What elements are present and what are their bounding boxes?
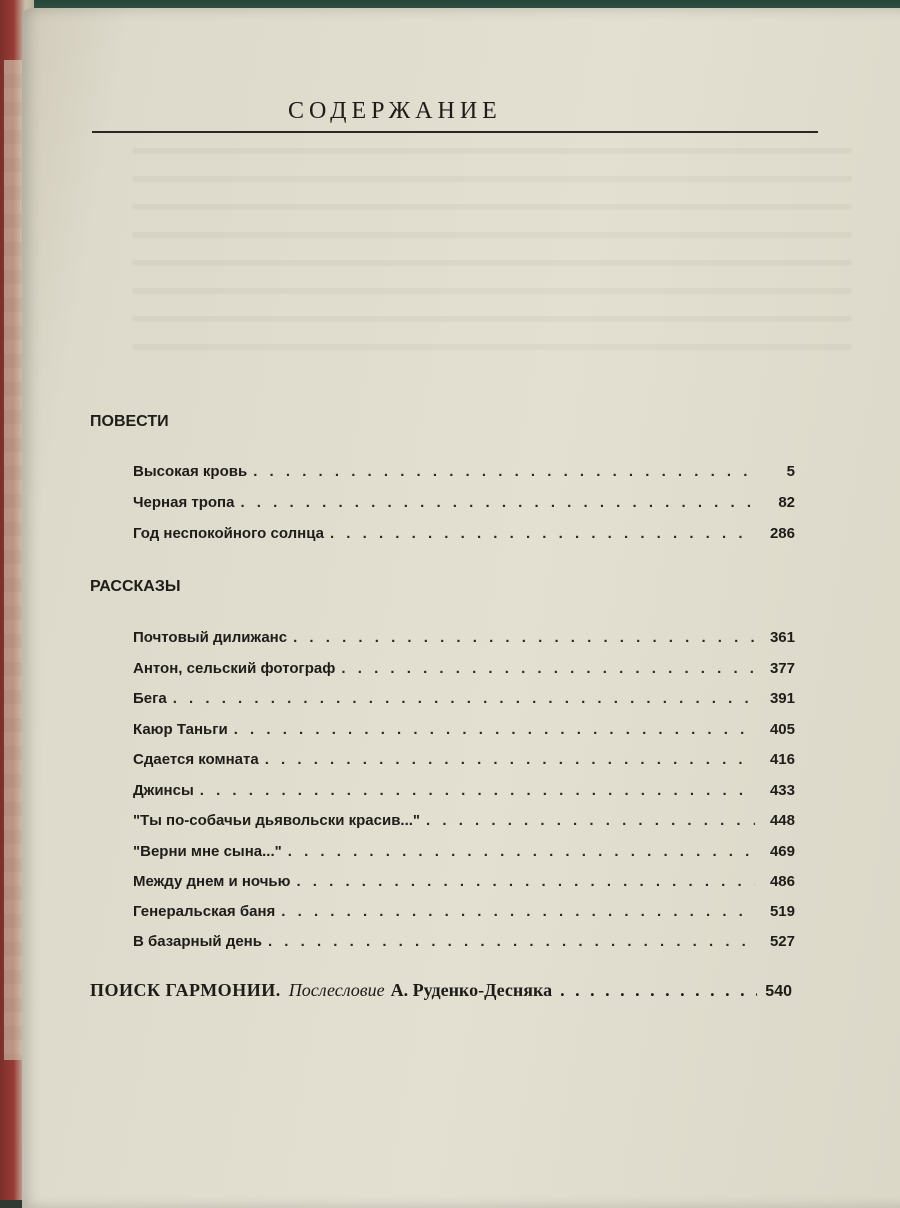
toc-entry — [133, 782, 795, 806]
toc-entry-page: 416 — [769, 751, 795, 768]
toc-entry-page: 469 — [769, 843, 795, 860]
dot-leader — [200, 782, 755, 799]
toc-entry-title: Джинсы — [133, 782, 194, 799]
toc-entry-title: Год неспокойного солнца — [133, 525, 324, 542]
afterword-page: 540 — [765, 983, 792, 1000]
toc-entry — [133, 690, 795, 714]
dot-leader — [296, 873, 755, 890]
bleed-through-line — [132, 288, 852, 294]
toc-entry-title: Высокая кровь — [133, 463, 248, 480]
toc-entry-page: 448 — [769, 812, 795, 829]
toc-entry — [133, 525, 795, 549]
toc-entry-title: В базарный день — [133, 933, 262, 950]
dot-leader — [288, 843, 755, 860]
toc-entry-page: 519 — [769, 903, 795, 920]
section-heading-povesti: ПОВЕСТИ — [90, 413, 169, 430]
bleed-through-line — [132, 148, 852, 154]
toc-entry-title: Между днем и ночью — [133, 873, 291, 890]
toc-entry-title: Почтовый дилижанс — [133, 629, 288, 646]
toc-entry-page: 486 — [769, 873, 795, 890]
dot-leader — [330, 525, 755, 542]
toc-entry-title: Черная тропа — [133, 494, 235, 511]
dot-leader — [173, 690, 755, 707]
toc-entry-page: 391 — [769, 690, 795, 707]
dot-leader — [265, 751, 755, 768]
toc-entry — [133, 843, 795, 867]
toc-entry — [133, 660, 795, 684]
bleed-through-line — [132, 232, 852, 238]
toc-entry — [133, 812, 795, 836]
page-title: СОДЕРЖАНИЕ — [288, 98, 502, 124]
dot-leader — [341, 660, 755, 677]
toc-entry-page: 377 — [769, 660, 795, 677]
bleed-through-line — [132, 204, 852, 210]
dot-leader — [268, 933, 755, 950]
toc-afterword — [90, 980, 792, 1006]
title-rule — [92, 131, 818, 133]
afterword-note: Послесловие — [288, 980, 385, 1000]
toc-entry — [133, 494, 795, 518]
toc-entry — [133, 721, 795, 745]
bleed-through-line — [132, 176, 852, 182]
toc-entry-page: 361 — [769, 629, 795, 646]
afterword-title: ПОИСК ГАРМОНИИ. — [90, 980, 281, 1000]
dot-leader — [234, 721, 755, 738]
toc-entry-page: 286 — [769, 525, 795, 542]
toc-entry-title: Сдается комната — [133, 751, 259, 768]
bleed-through-line — [132, 316, 852, 322]
toc-entry — [133, 933, 795, 957]
toc-entry-page: 433 — [769, 782, 795, 799]
dot-leader — [426, 812, 755, 829]
book-page — [22, 8, 900, 1208]
toc-entry — [133, 629, 795, 653]
dot-leader — [240, 494, 755, 511]
dot-leader — [560, 980, 757, 1001]
bleed-through-line — [132, 344, 852, 350]
toc-entry-page: 405 — [769, 721, 795, 738]
toc-entry — [133, 903, 795, 927]
toc-entry — [133, 873, 795, 897]
dot-leader — [253, 463, 755, 480]
toc-entry — [133, 463, 795, 487]
toc-entry-title: Бега — [133, 690, 167, 707]
toc-entry-title: "Ты по-собачьи дьявольски красив..." — [133, 812, 421, 829]
toc-entry-page: 5 — [786, 463, 795, 480]
bleed-through-line — [132, 260, 852, 266]
toc-entry-title: Каюр Таньги — [133, 721, 228, 738]
afterword-author: А. Руденко-Десняка — [390, 980, 553, 1000]
toc-entry-page: 82 — [778, 494, 795, 511]
dot-leader — [293, 629, 755, 646]
section-heading-rasskazy: РАССКАЗЫ — [90, 578, 181, 595]
toc-entry — [133, 751, 795, 775]
toc-entry-title: Антон, сельский фотограф — [133, 660, 336, 677]
dot-leader — [281, 903, 755, 920]
toc-entry-title: Генеральская баня — [133, 903, 276, 920]
toc-entry-title: "Верни мне сына..." — [133, 843, 282, 860]
toc-entry-page: 527 — [769, 933, 795, 950]
